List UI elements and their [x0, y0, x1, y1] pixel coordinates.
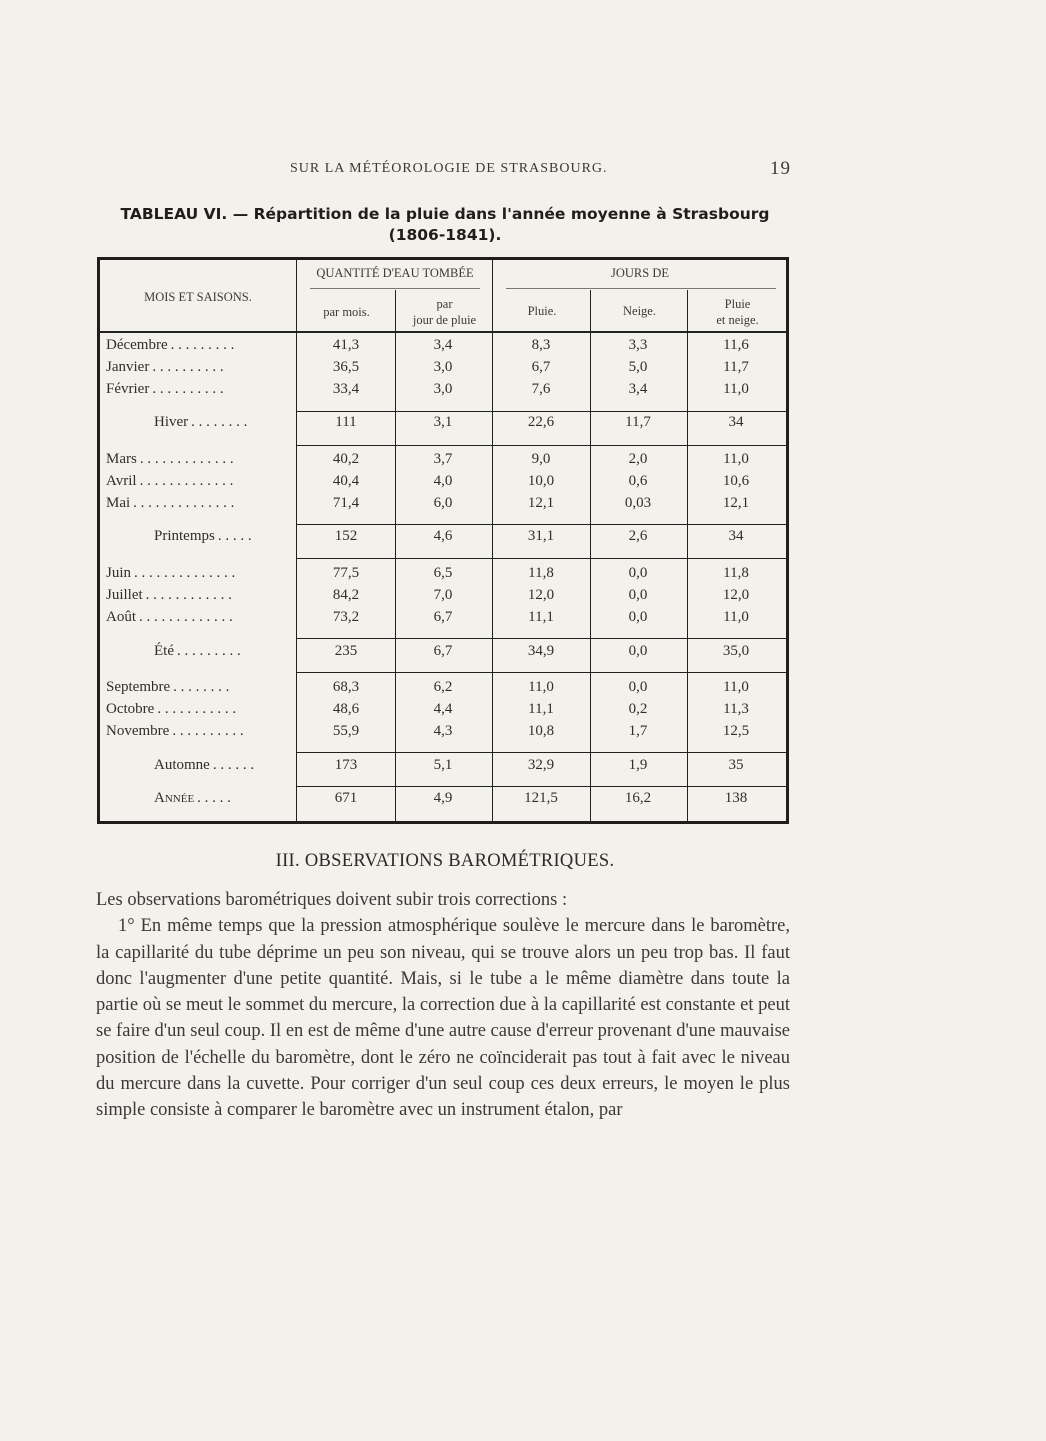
cell-par-mois: 48,6 [332, 701, 360, 717]
row-label [106, 609, 233, 626]
cell-pluie-neige: 35 [728, 757, 744, 773]
cell-par-jour: 4,3 [433, 723, 453, 739]
cell-pluie-neige: 11,6 [723, 337, 749, 353]
row-rule [296, 524, 787, 525]
cell-pluie: 34,9 [527, 643, 555, 659]
leader-dots: . . . . . . . . . . . . . [139, 451, 234, 467]
cell-par-mois: 68,3 [332, 679, 360, 695]
row-label [106, 701, 236, 718]
cell-par-mois: 33,4 [332, 381, 360, 397]
row-label-text: Juillet [106, 587, 143, 603]
row-label [106, 495, 234, 512]
cell-neige: 11,7 [625, 414, 651, 430]
cell-pluie-neige: 11,7 [723, 359, 749, 375]
page-number: 19 [770, 158, 791, 179]
cell-par-mois: 173 [334, 757, 358, 773]
cell-par-jour: 3,0 [433, 381, 453, 397]
row-label [154, 414, 247, 431]
row-label [106, 723, 244, 740]
cell-pluie: 9,0 [531, 451, 551, 467]
cell-pluie: 11,1 [528, 609, 554, 625]
row-label-text: Printemps [154, 528, 215, 544]
cell-pluie: 10,8 [527, 723, 555, 739]
row-label [106, 337, 234, 354]
cell-pluie-neige: 12,0 [722, 587, 750, 603]
cell-neige: 2,6 [628, 528, 648, 544]
cell-par-mois: 41,3 [332, 337, 360, 353]
cell-neige: 0,0 [628, 609, 648, 625]
leader-dots: . . . . . [197, 790, 231, 806]
leader-dots: . . . . . . . . . . . . [145, 587, 232, 603]
paragraph-intro: Les observations barométriques doivent subir trois corrections : [96, 890, 568, 910]
col-divider [492, 257, 493, 823]
row-label-text: Automne [154, 757, 210, 773]
leader-dots: . . . . . . . . . . . . . . [134, 565, 236, 581]
leader-dots: . . . . . . . . . . [152, 381, 224, 397]
cell-pluie: 121,5 [524, 790, 558, 806]
leader-dots: . . . . . . . . . . [152, 359, 224, 375]
cell-par-mois: 55,9 [332, 723, 360, 739]
row-label-text: Juin [106, 565, 132, 581]
cell-pluie-neige: 11,3 [723, 701, 749, 717]
section-body [96, 887, 790, 1124]
cell-par-jour: 3,0 [433, 359, 453, 375]
row-label [154, 790, 231, 807]
cell-pluie: 11,0 [528, 679, 554, 695]
cell-pluie-neige: 138 [724, 790, 748, 806]
cell-par-mois: 152 [334, 528, 358, 544]
cell-par-mois: 77,5 [332, 565, 360, 581]
cell-neige: 0,6 [628, 473, 648, 489]
cell-par-jour: 4,4 [433, 701, 453, 717]
col-divider [590, 290, 591, 823]
table-title-line2: (1806-1841). [388, 226, 502, 244]
cell-par-jour: 4,6 [433, 528, 453, 544]
cell-par-mois: 84,2 [332, 587, 360, 603]
header-pluie-neige [689, 296, 786, 328]
cell-pluie: 32,9 [527, 757, 555, 773]
row-rule [296, 672, 787, 673]
cell-neige: 16,2 [624, 790, 652, 806]
cell-pluie-neige: 11,8 [723, 565, 749, 581]
row-label [154, 643, 241, 660]
leader-dots: . . . . . . . . [191, 414, 248, 430]
group-rule [506, 288, 776, 289]
row-label [106, 381, 224, 398]
row-label [106, 451, 234, 468]
cell-neige: 1,7 [628, 723, 648, 739]
cell-pluie-neige: 35,0 [722, 643, 750, 659]
cell-neige: 0,0 [628, 565, 648, 581]
cell-neige: 0,0 [628, 643, 648, 659]
row-rule [296, 411, 787, 412]
cell-pluie-neige: 11,0 [723, 381, 749, 397]
header-pluie-neige-line1: Pluie [724, 297, 751, 311]
paragraph-correction-1: 1° En même temps que la pression atmosphérique soulève le mercure dans le baromètre, la capillarité du tube déprime un peu son niveau, qui se trouve alors un peu trop bas. Il faut donc l'augmenter d'une petite quantité. Mais, si le tube a le même diamètre dans toute la partie où se meut le sommet du mercure, la correction due à la capillarité est constante et peut se faire d'un seul coup. Il en est de même d'une autre cause d'erreur provenant d'une mauvaise position de l'échelle du baromètre, dont le zéro ne coïnciderait pas tout à fait avec le niveau du mercure dans la cuvette. Pour corriger d'un seul coup ces deux erreurs, le moyen le plus simple consiste à comparer le baromètre avec un instrument étalon, par [96, 916, 790, 1121]
cell-neige: 0,03 [624, 495, 652, 511]
cell-par-mois: 36,5 [332, 359, 360, 375]
cell-pluie-neige: 11,0 [723, 609, 749, 625]
header-water-group: QUANTITÉ D'EAU TOMBÉE [316, 266, 474, 280]
row-rule [296, 786, 787, 787]
header-par-jour [397, 296, 492, 328]
cell-par-mois: 71,4 [332, 495, 360, 511]
cell-neige: 0,0 [628, 587, 648, 603]
table-title [100, 204, 790, 246]
row-rule [296, 752, 787, 753]
cell-par-jour: 3,7 [433, 451, 453, 467]
cell-pluie-neige: 11,0 [723, 679, 749, 695]
cell-par-mois: 235 [334, 643, 358, 659]
row-label-text: Novembre [106, 723, 170, 739]
leader-dots: . . . . . . . . [173, 679, 230, 695]
leader-dots: . . . . . . [212, 757, 255, 773]
running-title: SUR LA MÉTÉOROLOGIE DE STRASBOURG. [290, 161, 608, 176]
cell-pluie: 12,0 [527, 587, 555, 603]
row-label-text: Année [154, 790, 195, 806]
cell-pluie: 11,1 [528, 701, 554, 717]
row-label-text: Mai [106, 495, 131, 511]
cell-pluie-neige: 11,0 [723, 451, 749, 467]
header-months: MOIS ET SAISONS. [144, 290, 252, 304]
header-par-mois: par mois. [323, 305, 370, 319]
row-label-text: Septembre [106, 679, 171, 695]
row-label-text: Octobre [106, 701, 155, 717]
row-label [106, 565, 235, 582]
row-rule [296, 638, 787, 639]
row-label-text: Décembre [106, 337, 168, 353]
cell-par-jour: 5,1 [433, 757, 453, 773]
cell-pluie: 6,7 [531, 359, 551, 375]
cell-par-mois: 111 [335, 414, 357, 430]
cell-par-jour: 6,7 [433, 609, 453, 625]
cell-neige: 2,0 [628, 451, 648, 467]
row-label [106, 359, 224, 376]
cell-pluie-neige: 12,5 [722, 723, 750, 739]
cell-pluie-neige: 34 [728, 528, 744, 544]
cell-pluie-neige: 12,1 [722, 495, 750, 511]
table-title-line1: TABLEAU VI. — Répartition de la pluie dans l'année moyenne à Strasbourg [120, 205, 770, 223]
cell-par-jour: 6,2 [433, 679, 453, 695]
header-neige: Neige. [623, 304, 656, 318]
row-rule [296, 558, 787, 559]
leader-dots: . . . . . . . . . . . . . [139, 473, 234, 489]
cell-par-jour: 4,0 [433, 473, 453, 489]
cell-neige: 0,0 [628, 679, 648, 695]
cell-neige: 3,3 [628, 337, 648, 353]
col-divider [296, 257, 297, 823]
cell-pluie: 8,3 [531, 337, 551, 353]
group-rule [310, 288, 480, 289]
header-days-group: JOURS DE [611, 266, 669, 280]
header-par-jour-line2: jour de pluie [412, 313, 477, 327]
row-label [154, 757, 254, 774]
cell-neige: 0,2 [628, 701, 648, 717]
cell-par-jour: 6,7 [433, 643, 453, 659]
row-label [154, 528, 252, 545]
cell-pluie: 11,8 [528, 565, 554, 581]
leader-dots: . . . . . . . . . . . . . [139, 609, 233, 625]
cell-par-jour: 3,4 [433, 337, 453, 353]
row-label-text: Mars [106, 451, 137, 467]
leader-dots: . . . . . . . . . [177, 643, 241, 659]
cell-neige: 1,9 [628, 757, 648, 773]
cell-par-jour: 4,9 [433, 790, 453, 806]
row-label [106, 679, 229, 696]
section-title: III. OBSERVATIONS BAROMÉTRIQUES. [275, 851, 615, 871]
row-rule [296, 445, 787, 446]
header-pluie: Pluie. [527, 304, 557, 318]
col-divider [395, 290, 396, 823]
row-label-text: Hiver [154, 414, 189, 430]
leader-dots: . . . . . [217, 528, 252, 544]
leader-dots: . . . . . . . . . . . . . . [133, 495, 235, 511]
cell-par-mois: 40,4 [332, 473, 360, 489]
cell-neige: 3,4 [628, 381, 648, 397]
row-label-text: Été [154, 643, 174, 659]
leader-dots: . . . . . . . . . . [172, 723, 244, 739]
cell-pluie: 10,0 [527, 473, 555, 489]
leader-dots: . . . . . . . . . . . [157, 701, 237, 717]
cell-par-jour: 3,1 [433, 414, 453, 430]
cell-pluie: 22,6 [527, 414, 555, 430]
cell-pluie-neige: 10,6 [722, 473, 750, 489]
row-label-text: Février [106, 381, 150, 397]
cell-neige: 5,0 [628, 359, 648, 375]
cell-par-mois: 73,2 [332, 609, 360, 625]
row-label [106, 587, 232, 604]
cell-par-mois: 671 [334, 790, 358, 806]
header-rule [99, 331, 787, 333]
cell-par-jour: 6,5 [433, 565, 453, 581]
cell-par-jour: 6,0 [433, 495, 453, 511]
cell-par-jour: 7,0 [433, 587, 453, 603]
col-divider [687, 290, 688, 823]
row-label [106, 473, 233, 490]
cell-pluie: 7,6 [531, 381, 551, 397]
row-label-text: Août [106, 609, 136, 625]
header-par-jour-line1: par [436, 297, 453, 311]
leader-dots: . . . . . . . . . [170, 337, 235, 353]
cell-par-mois: 40,2 [332, 451, 360, 467]
header-pluie-neige-line2: et neige. [716, 313, 759, 327]
cell-pluie-neige: 34 [728, 414, 744, 430]
cell-pluie: 12,1 [527, 495, 555, 511]
running-header [290, 158, 850, 183]
row-label-text: Janvier [106, 359, 150, 375]
row-label-text: Avril [106, 473, 137, 489]
cell-pluie: 31,1 [527, 528, 555, 544]
